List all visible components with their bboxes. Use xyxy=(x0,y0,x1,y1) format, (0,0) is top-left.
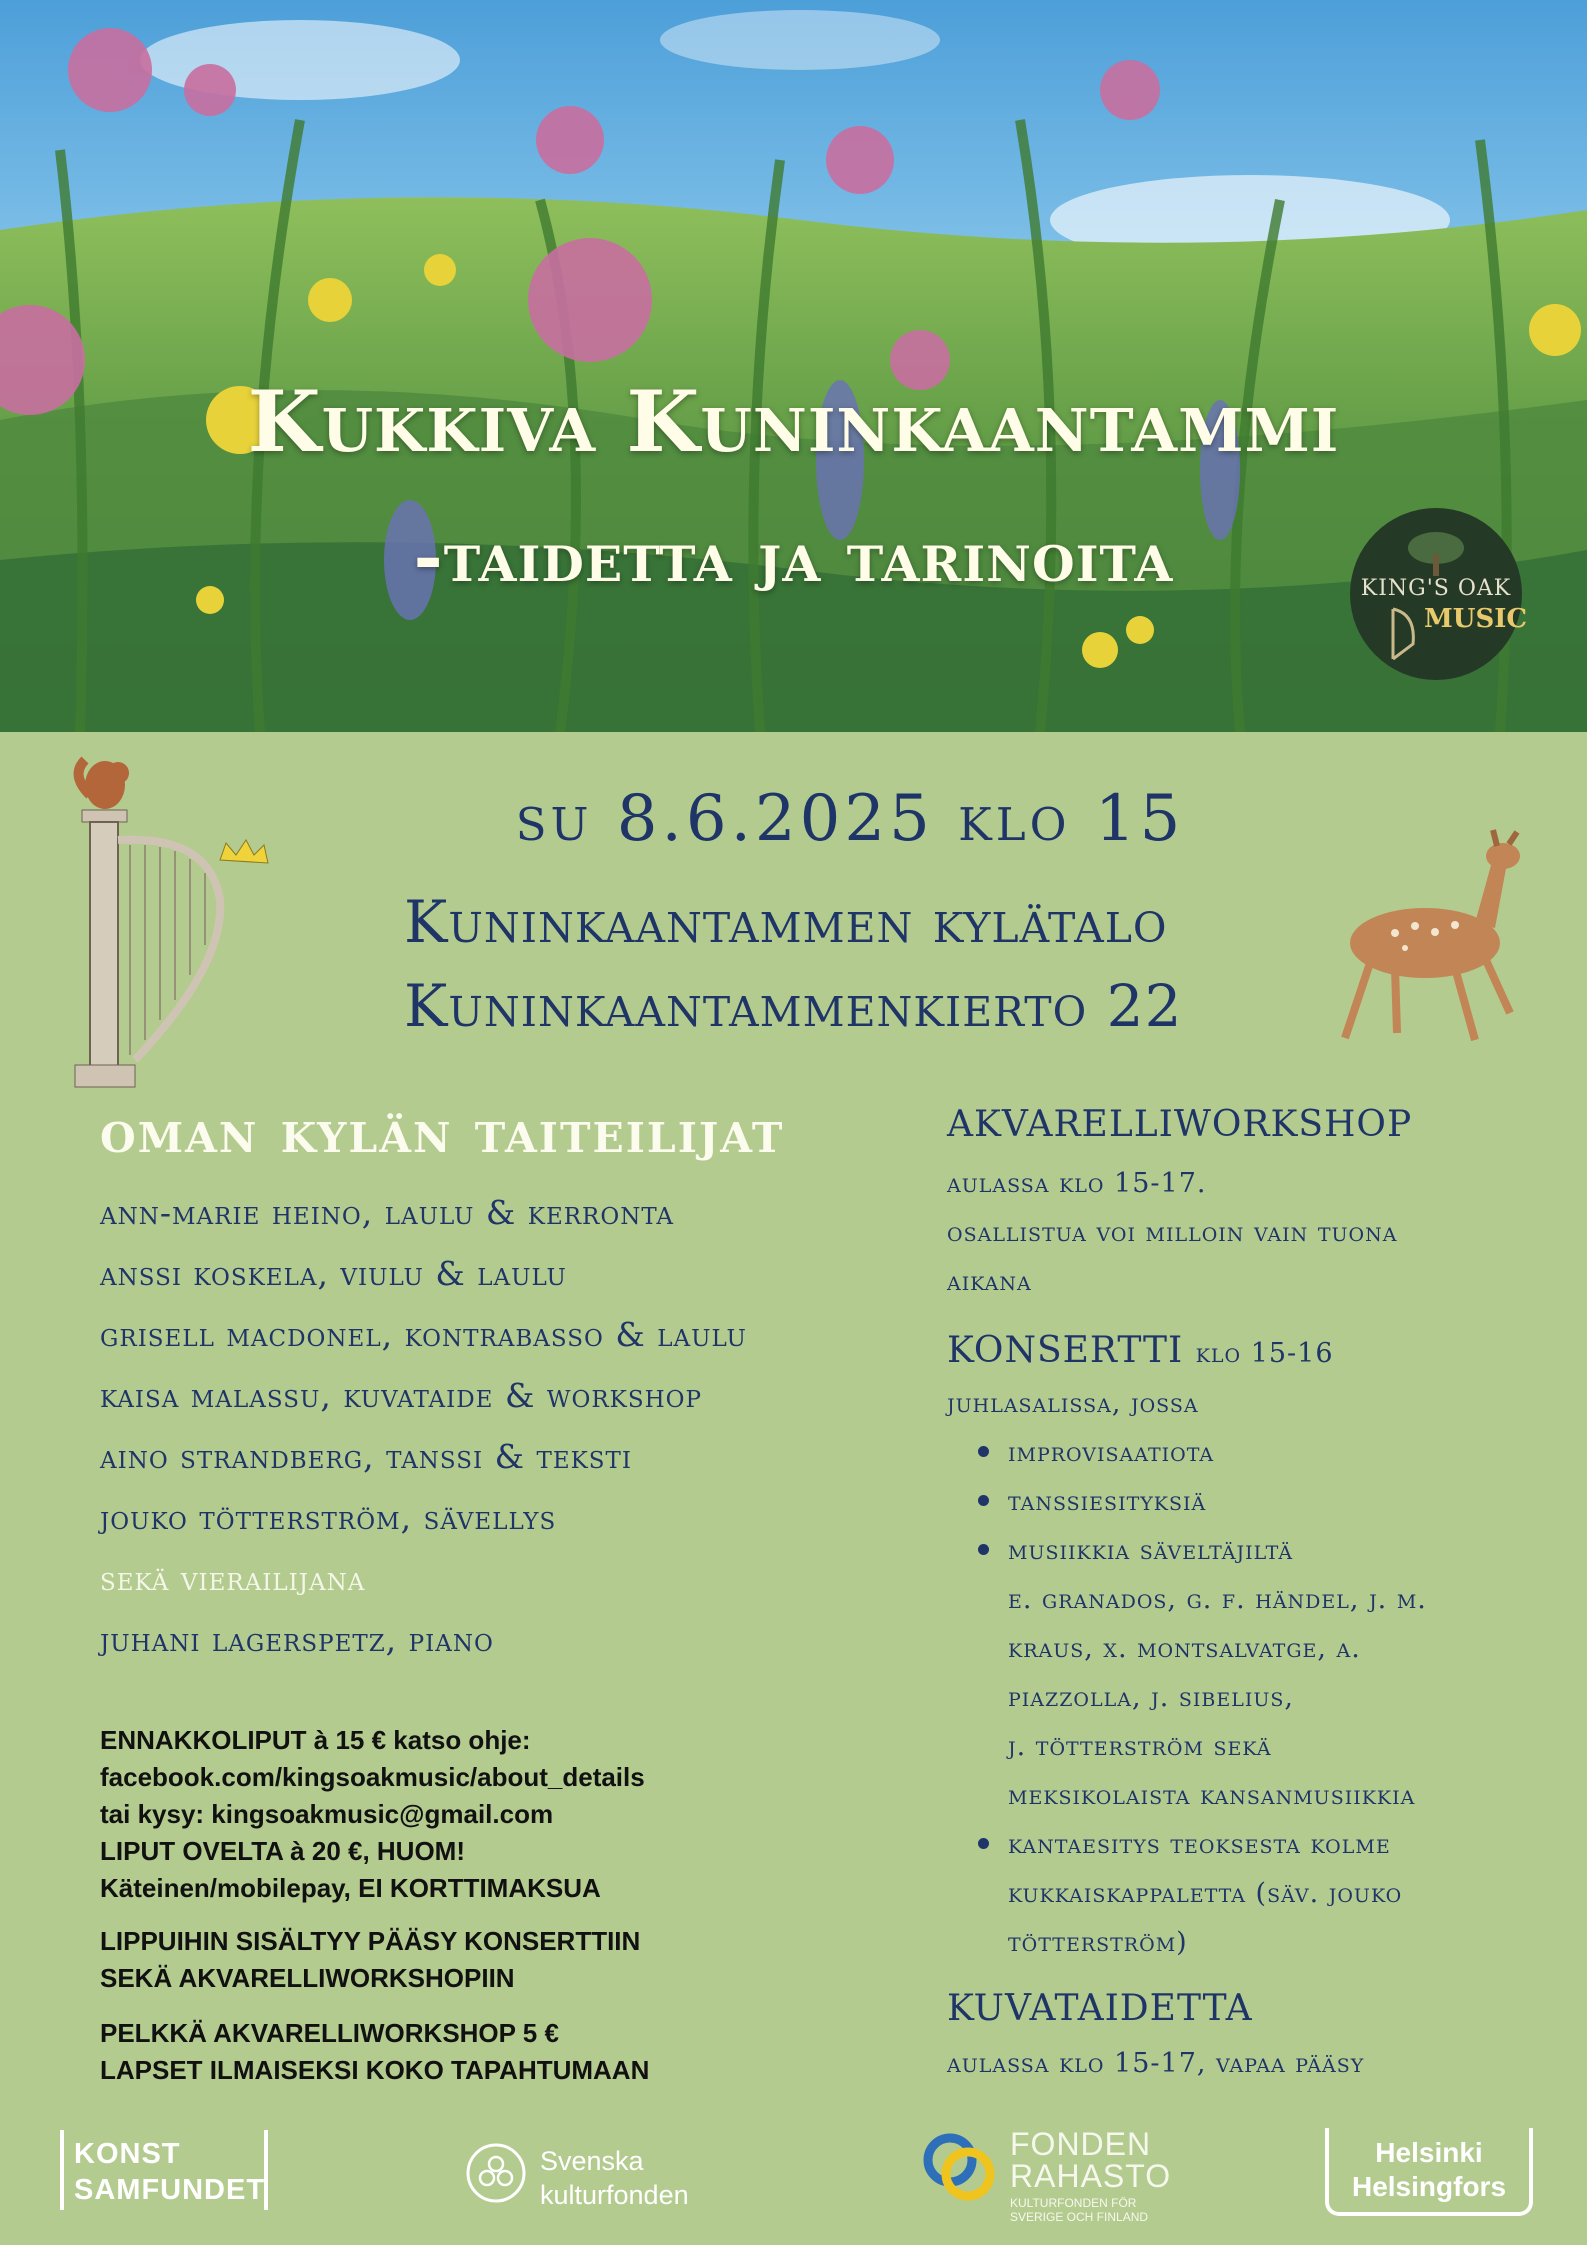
konst-line1: KONST xyxy=(74,2138,181,2170)
fonden-rings-icon xyxy=(920,2128,1000,2208)
deer-illustration xyxy=(1325,828,1525,1058)
artist-item: grisell macdonel, kontrabasso & laulu xyxy=(100,1315,747,1354)
composer-line: meksikolaista kansanmusiikkia xyxy=(1008,1780,1416,1811)
fonden-small1: KULTURFONDEN FÖR xyxy=(1010,2196,1137,2210)
ticket-line: LIPUT OVELTA à 20 €, HUOM! xyxy=(100,1836,466,1866)
ticket-extra xyxy=(100,2015,649,2089)
artist-item: jouko tötterström, sävellys xyxy=(100,1498,557,1537)
harp-icon xyxy=(1388,604,1418,662)
ticket-line: ENNAKKOLIPUT à 15 € katso ohje: xyxy=(100,1725,531,1755)
artist-item: aino strandberg, tanssi & teksti xyxy=(100,1437,632,1476)
helsinki-logo xyxy=(1325,2128,1533,2216)
workshop-line: aikana xyxy=(947,1266,1032,1297)
fonden-small2: SVERIGE OCH FINLAND xyxy=(1010,2210,1149,2224)
ticket-line: Käteinen/mobilepay, EI KORTTIMAKSUA xyxy=(100,1873,601,1903)
concert-intro: juhlasalissa, jossa xyxy=(947,1388,1199,1419)
workshop-line: aulassa klo 15-17. xyxy=(947,1168,1207,1199)
badge-line2: MUSIC xyxy=(1424,604,1528,634)
workshop-line: osallistua voi milloin vain tuona xyxy=(947,1217,1398,1248)
concert-time: klo 15-16 xyxy=(1195,1338,1334,1369)
bullet-icon xyxy=(978,1838,989,1849)
fonden-line2: RAHASTO xyxy=(1010,2158,1172,2194)
artists-heading: oman kylän taiteilijat xyxy=(100,1098,785,1166)
fonden-line1: FONDEN xyxy=(1010,2126,1152,2162)
premiere-line: kukkaiskappaletta (säv. jouko xyxy=(1008,1878,1403,1909)
ticket-line: SEKÄ AKVARELLIWORKSHOPIIN xyxy=(100,1963,515,1993)
artist-item: anssi koskela, viulu & laulu xyxy=(100,1254,567,1293)
ticket-facebook-link[interactable]: facebook.com/kingsoakmusic/about_details xyxy=(100,1762,645,1792)
ticket-line: LIPPUIHIN SISÄLTYY PÄÄSY KONSERTTIIN xyxy=(100,1926,641,1956)
ticket-email[interactable]: tai kysy: kingsoakmusic@gmail.com xyxy=(100,1799,554,1829)
ticket-includes xyxy=(100,1923,640,1997)
guest-artist: juhani lagerspetz, piano xyxy=(100,1620,494,1659)
concert-title: KONSERTTI xyxy=(947,1330,1184,1371)
hki-line2: Helsingfors xyxy=(1351,2171,1507,2202)
premiere-line: tötterström) xyxy=(1008,1927,1188,1958)
concert-heading xyxy=(947,1330,1334,1371)
venue-name: Kuninkaantammen kylätalo xyxy=(404,888,1168,956)
hero-illustration xyxy=(0,0,1587,732)
meadow-painting xyxy=(0,0,1587,732)
artist-item: kaisa malassu, kuvataide & workshop xyxy=(100,1376,702,1415)
artist-item: ann-marie heino, laulu & kerronta xyxy=(100,1193,675,1232)
workshop-heading: AKVARELLIWORKSHOP xyxy=(947,1104,1413,1145)
kings-oak-music-logo xyxy=(1350,508,1528,680)
skf-line1: Svenska xyxy=(540,2146,644,2176)
skf-line2: kulturfonden xyxy=(540,2180,689,2210)
venue-address: Kuninkaantammenkierto 22 xyxy=(404,972,1183,1040)
badge-line1: KING'S OAK xyxy=(1360,576,1512,601)
concert-item: musiikkia säveltäjiltä xyxy=(1008,1535,1294,1566)
concert-item: kantaesitys teoksesta kolme xyxy=(1008,1829,1391,1860)
event-subtitle: -taidetta ja tarinoita xyxy=(413,515,1174,598)
guest-label: sekä vierailijana xyxy=(100,1559,366,1598)
ticket-info xyxy=(100,1722,645,1907)
art-line: aulassa klo 15-17, vapaa pääsy xyxy=(947,2048,1365,2079)
ticket-line: PELKKÄ AKVARELLIWORKSHOP 5 € xyxy=(100,2018,559,2048)
composer-line: e. granados, g. f. händel, j. m. xyxy=(1008,1584,1427,1615)
bullet-icon xyxy=(978,1544,989,1555)
composer-line: piazzolla, j. sibelius, xyxy=(1008,1682,1294,1713)
event-date: su 8.6.2025 klo 15 xyxy=(515,782,1185,856)
composer-line: j. tötterström sekä xyxy=(1008,1731,1272,1762)
event-title: Kukkiva Kuninkaantammi xyxy=(247,372,1340,471)
hki-line1: Helsinki xyxy=(1375,2137,1483,2168)
konst-line2: SAMFUNDET xyxy=(74,2174,266,2206)
kulturfonden-emblem-icon xyxy=(465,2142,527,2204)
oak-tree-icon xyxy=(1406,528,1466,576)
bullet-icon xyxy=(978,1446,989,1457)
composer-line: kraus, x. montsalvatge, a. xyxy=(1008,1633,1361,1664)
art-heading: KUVATAIDETTA xyxy=(947,1988,1253,2029)
concert-item: tanssiesityksiä xyxy=(1008,1486,1207,1517)
konstsamfundet-logo xyxy=(60,2130,268,2210)
ticket-line: LAPSET ILMAISEKSI KOKO TAPAHTUMAAN xyxy=(100,2055,650,2085)
bullet-icon xyxy=(978,1495,989,1506)
concert-item: improvisaatiota xyxy=(1008,1437,1215,1468)
